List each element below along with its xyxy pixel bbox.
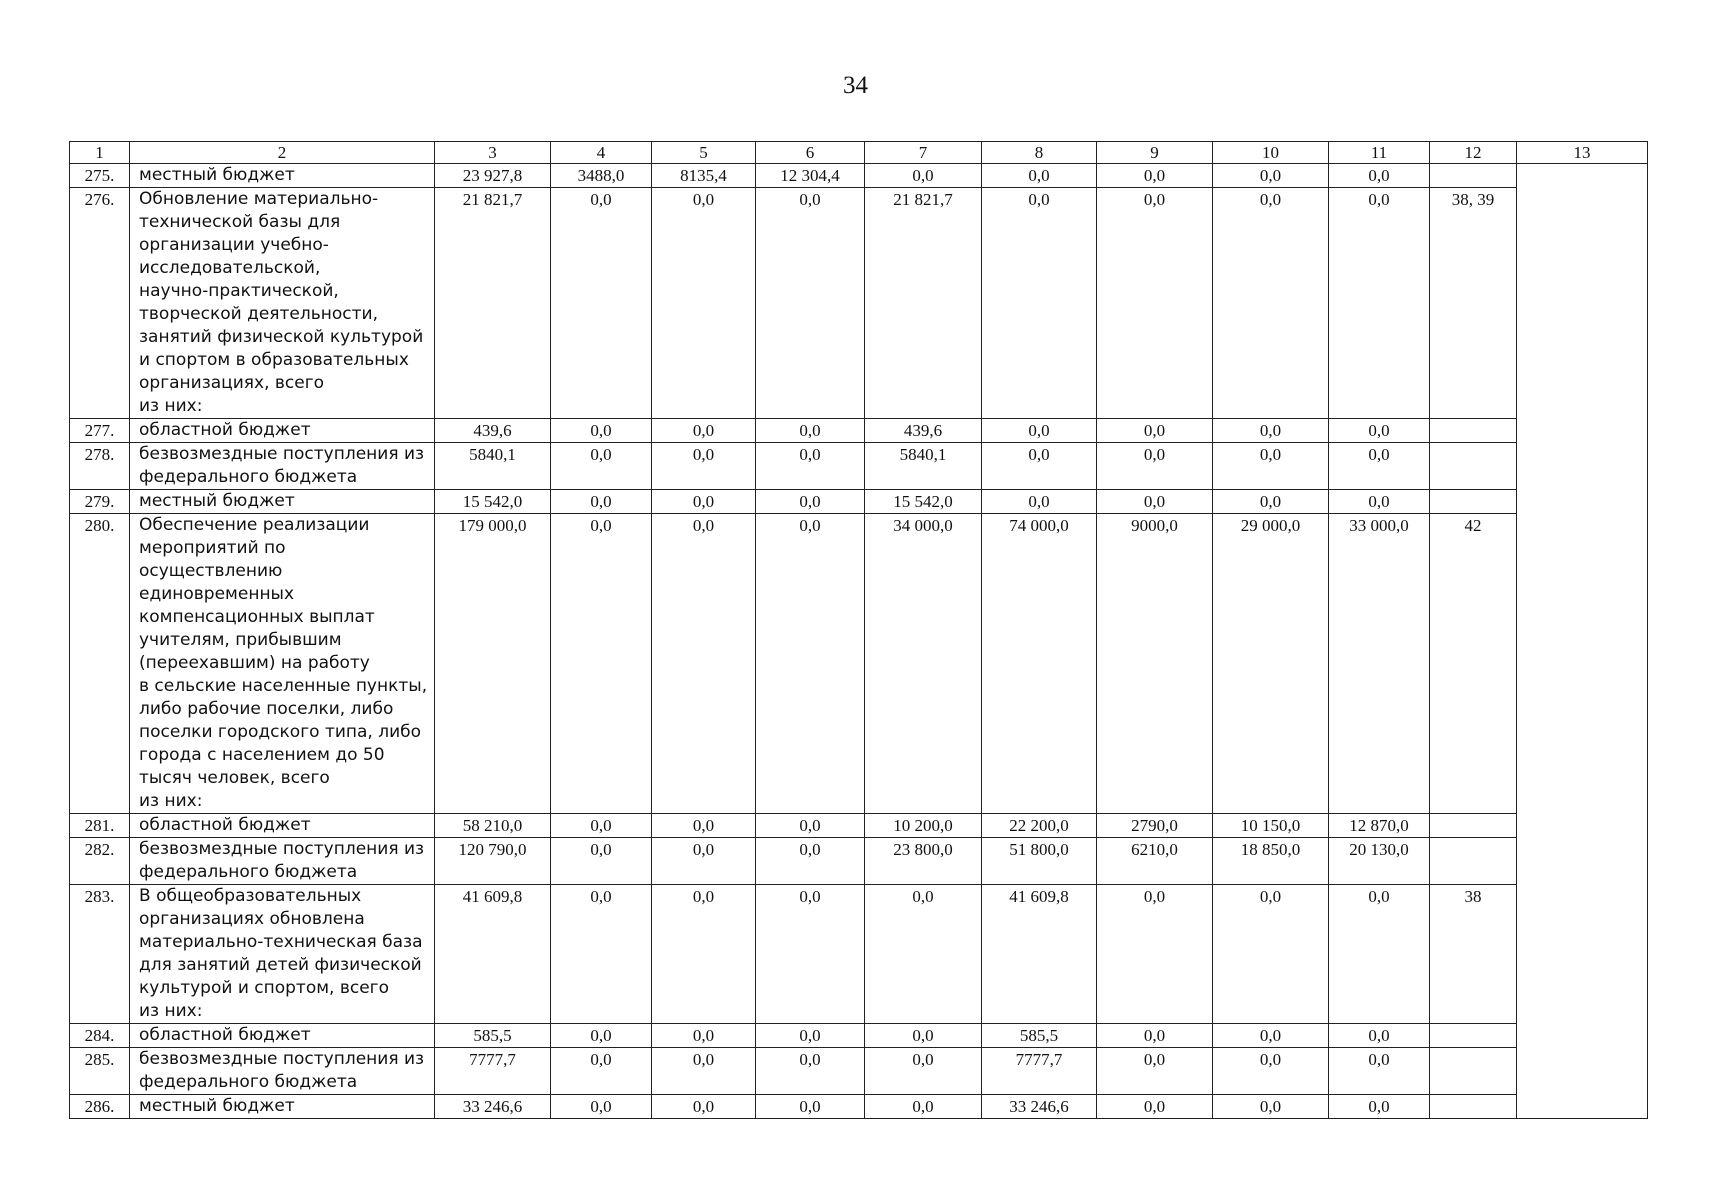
column-header: 12 [1430,142,1517,164]
row-name: местный бюджет [130,490,435,514]
row-reference [1430,443,1517,490]
row-value: 51 800,0 [982,838,1097,885]
row-value: 0,0 [756,1024,865,1048]
row-value: 0,0 [982,164,1097,188]
table-row [70,1095,1648,1119]
row-reference [1430,490,1517,514]
row-value: 0,0 [1097,1024,1213,1048]
row-name: В общеобразовательных организациях обновлена материально-техническая база для занятий детей физической культурой и спортом, всего из них: [130,885,435,1024]
row-value: 0,0 [652,419,756,443]
row-value: 7777,7 [982,1048,1097,1095]
row-number: 283. [70,885,130,1024]
column-header: 6 [756,142,865,164]
row-reference [1430,814,1517,838]
row-reference [1430,164,1517,188]
row-value: 20 130,0 [1329,838,1430,885]
row-value: 0,0 [865,164,982,188]
row-value: 0,0 [652,514,756,814]
row-value: 6210,0 [1097,838,1213,885]
column-header: 10 [1213,142,1329,164]
row-value: 22 200,0 [982,814,1097,838]
row-value: 439,6 [865,419,982,443]
row-value: 33 000,0 [1329,514,1430,814]
row-value: 5840,1 [435,443,551,490]
row-value: 3488,0 [551,164,652,188]
row-value: 0,0 [1097,1048,1213,1095]
row-value: 0,0 [1213,419,1329,443]
row-value: 0,0 [1097,885,1213,1024]
row-value: 0,0 [756,1095,865,1119]
column-header: 13 [1517,142,1648,164]
row-value: 41 609,8 [435,885,551,1024]
row-value: 21 821,7 [435,188,551,419]
row-value: 0,0 [1097,443,1213,490]
table-row [70,838,1648,885]
row-value: 0,0 [756,885,865,1024]
row-number: 279. [70,490,130,514]
row-name: местный бюджет [130,164,435,188]
column-13-cell [1517,164,1648,1119]
page-number: 34 [843,72,868,99]
row-value: 0,0 [1329,1024,1430,1048]
table-row [70,814,1648,838]
row-value: 0,0 [551,838,652,885]
row-value: 0,0 [551,188,652,419]
table-body [70,142,1648,1119]
row-number: 280. [70,514,130,814]
row-number: 286. [70,1095,130,1119]
row-value: 0,0 [1329,1095,1430,1119]
table-row [70,443,1648,490]
row-value: 0,0 [756,514,865,814]
row-number: 282. [70,838,130,885]
column-header: 7 [865,142,982,164]
row-value: 0,0 [652,1095,756,1119]
row-value: 0,0 [1329,490,1430,514]
row-value: 0,0 [865,1024,982,1048]
row-value: 0,0 [551,1024,652,1048]
row-value: 0,0 [1097,188,1213,419]
row-value: 0,0 [756,1048,865,1095]
table-row [70,885,1648,1024]
row-value: 0,0 [1329,188,1430,419]
row-reference: 38 [1430,885,1517,1024]
row-name: областной бюджет [130,1024,435,1048]
table-row [70,419,1648,443]
row-value: 0,0 [865,885,982,1024]
row-number: 284. [70,1024,130,1048]
row-number: 276. [70,188,130,419]
row-value: 0,0 [652,188,756,419]
row-reference [1430,1024,1517,1048]
column-header: 2 [130,142,435,164]
row-value: 21 821,7 [865,188,982,419]
row-value: 0,0 [982,490,1097,514]
row-value: 0,0 [756,838,865,885]
row-value: 33 246,6 [982,1095,1097,1119]
row-value: 0,0 [756,443,865,490]
column-header: 5 [652,142,756,164]
column-header: 9 [1097,142,1213,164]
row-value: 0,0 [756,419,865,443]
table-row [70,490,1648,514]
row-name: безвозмездные поступления из федерального бюджета [130,443,435,490]
table-row [70,188,1648,419]
row-reference [1430,838,1517,885]
row-value: 0,0 [551,443,652,490]
row-value: 0,0 [1213,164,1329,188]
row-value: 0,0 [982,419,1097,443]
column-header: 11 [1329,142,1430,164]
row-value: 439,6 [435,419,551,443]
row-name: местный бюджет [130,1095,435,1119]
row-value: 0,0 [652,838,756,885]
row-number: 277. [70,419,130,443]
row-value: 0,0 [1329,885,1430,1024]
row-value: 0,0 [756,814,865,838]
column-header: 3 [435,142,551,164]
row-value: 33 246,6 [435,1095,551,1119]
row-reference: 38, 39 [1430,188,1517,419]
table-row [70,514,1648,814]
row-value: 0,0 [1097,164,1213,188]
row-value: 0,0 [652,1024,756,1048]
row-value: 34 000,0 [865,514,982,814]
row-value: 0,0 [652,814,756,838]
budget-table [69,141,1648,1119]
row-value: 0,0 [1329,419,1430,443]
row-name: безвозмездные поступления из федерального бюджета [130,838,435,885]
row-value: 10 200,0 [865,814,982,838]
row-value: 7777,7 [435,1048,551,1095]
row-value: 0,0 [865,1048,982,1095]
table-row [70,1024,1648,1048]
row-value: 23 927,8 [435,164,551,188]
row-value: 0,0 [1213,1095,1329,1119]
row-value: 18 850,0 [1213,838,1329,885]
row-value: 0,0 [756,490,865,514]
row-name: областной бюджет [130,419,435,443]
row-value: 0,0 [1329,443,1430,490]
row-value: 2790,0 [1097,814,1213,838]
column-header: 8 [982,142,1097,164]
row-value: 0,0 [551,514,652,814]
row-number: 285. [70,1048,130,1095]
row-value: 0,0 [982,188,1097,419]
row-value: 0,0 [982,443,1097,490]
row-reference [1430,1048,1517,1095]
row-value: 0,0 [551,885,652,1024]
row-reference [1430,1095,1517,1119]
row-reference [1430,419,1517,443]
row-name: Обеспечение реализации мероприятий по осуществлению единовременных компенсационных выплат учителям, прибывшим (переехавшим) на работу в сельские населенные пункты, либо рабочие поселки, либо поселки городского типа, либо города с населением до 50 тысяч человек, всего из них: [130,514,435,814]
row-name: областной бюджет [130,814,435,838]
row-value: 0,0 [551,1048,652,1095]
row-value: 0,0 [652,443,756,490]
row-value: 120 790,0 [435,838,551,885]
row-value: 585,5 [982,1024,1097,1048]
row-value: 23 800,0 [865,838,982,885]
row-value: 585,5 [435,1024,551,1048]
row-value: 0,0 [865,1095,982,1119]
row-value: 0,0 [652,490,756,514]
header-row [70,142,1648,164]
row-value: 0,0 [1213,885,1329,1024]
row-value: 0,0 [1213,443,1329,490]
row-value: 41 609,8 [982,885,1097,1024]
row-name: безвозмездные поступления из федерального бюджета [130,1048,435,1095]
row-value: 0,0 [1213,1048,1329,1095]
row-value: 10 150,0 [1213,814,1329,838]
row-value: 0,0 [1213,490,1329,514]
row-value: 0,0 [652,1048,756,1095]
row-value: 15 542,0 [865,490,982,514]
row-number: 278. [70,443,130,490]
row-value: 74 000,0 [982,514,1097,814]
row-value: 0,0 [1097,419,1213,443]
row-value: 0,0 [551,419,652,443]
row-value: 0,0 [1329,1048,1430,1095]
row-value: 58 210,0 [435,814,551,838]
row-value: 5840,1 [865,443,982,490]
row-number: 275. [70,164,130,188]
row-value: 0,0 [551,490,652,514]
row-value: 0,0 [1213,1024,1329,1048]
row-value: 9000,0 [1097,514,1213,814]
row-value: 0,0 [652,885,756,1024]
row-value: 15 542,0 [435,490,551,514]
row-reference: 42 [1430,514,1517,814]
row-value: 0,0 [551,814,652,838]
row-value: 179 000,0 [435,514,551,814]
row-value: 0,0 [1097,490,1213,514]
row-value: 0,0 [1213,188,1329,419]
row-value: 0,0 [1329,164,1430,188]
column-header: 4 [551,142,652,164]
row-name: Обновление материально- технической базы для организации учебно- исследовательской, научно-практической, творческой деятельности, занятий физической культурой и спортом в образовательных организациях, всего из них: [130,188,435,419]
row-value: 0,0 [551,1095,652,1119]
column-header: 1 [70,142,130,164]
table-row [70,164,1648,188]
row-value: 8135,4 [652,164,756,188]
row-value: 12 304,4 [756,164,865,188]
row-value: 0,0 [756,188,865,419]
table-row [70,1048,1648,1095]
row-value: 0,0 [1097,1095,1213,1119]
row-number: 281. [70,814,130,838]
row-value: 12 870,0 [1329,814,1430,838]
row-value: 29 000,0 [1213,514,1329,814]
